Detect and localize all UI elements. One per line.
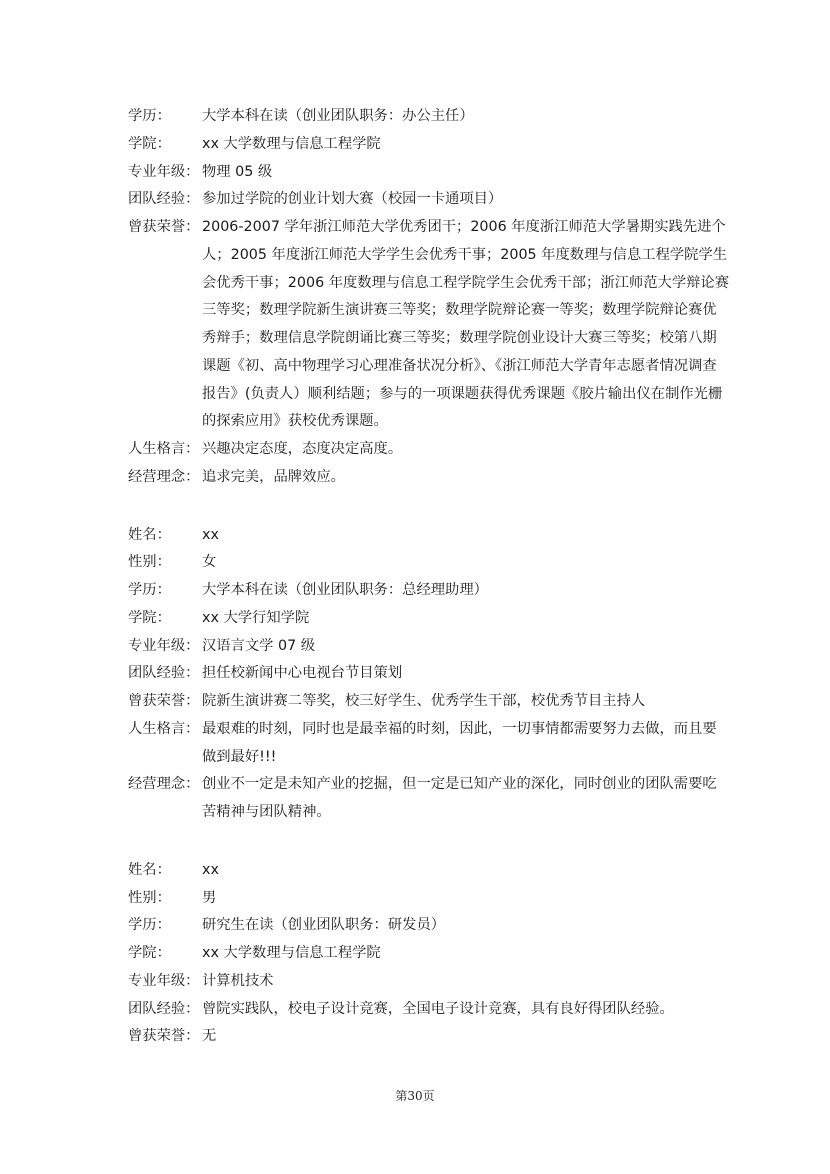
- field-label: 学历：: [128, 917, 171, 934]
- value-line: 曾院实践队，校电子设计竞赛，全国电子设计竞赛，具有良好得团队经验。: [202, 1000, 674, 1017]
- value-line: 担任校新闻中心电视台节目策划: [202, 665, 403, 682]
- profile-field: [128, 577, 743, 605]
- value-line: xx 大学数理与信息工程学院: [202, 135, 381, 152]
- profile-field: [128, 103, 743, 131]
- field-value: [202, 186, 743, 214]
- value-line: 秀辩手；数理信息学院朗诵比赛三等奖；数理学院创业设计大赛三等奖；校第八期: [202, 330, 717, 346]
- value-line: 汉语言文学 07 级: [202, 637, 316, 654]
- field-value: [202, 660, 743, 688]
- section-gap: [128, 827, 743, 857]
- field-label: 曾获荣誉：: [128, 693, 200, 709]
- field-label: 学历：: [128, 108, 171, 124]
- field-value: [202, 633, 743, 661]
- field-label: 专业年级：: [128, 637, 200, 654]
- value-line: 创业不一定是未知产业的挖掘，但一定是已知产业的深化，同时创业的团队需要吃: [202, 776, 717, 793]
- value-line: 女: [202, 554, 217, 571]
- value-line: 计算机技术: [202, 972, 274, 989]
- field-label: 曾获荣誉：: [128, 1028, 200, 1045]
- field-label: 专业年级：: [128, 972, 200, 989]
- field-label: 学历：: [128, 582, 171, 598]
- field-label: 学院：: [128, 609, 171, 626]
- value-line: 会优秀干事；2006 年度数理与信息工程学院学生会优秀干部；浙江师范大学辩论赛: [202, 274, 730, 291]
- value-line: xx 大学行知学院: [202, 609, 310, 626]
- field-value: [202, 103, 743, 131]
- field-value: [202, 522, 743, 550]
- member-profile: [128, 103, 743, 492]
- field-value: [202, 996, 743, 1024]
- value-line: 大学本科在读（创业团队职务：办公主任）: [202, 108, 474, 124]
- value-line: 追求完美，品牌效应。: [202, 468, 345, 485]
- field-value: [202, 131, 743, 159]
- field-label: 性别：: [128, 889, 171, 906]
- field-label: 姓名：: [128, 526, 171, 543]
- member-profile: [128, 522, 743, 827]
- value-line: 的探索应用》获校优秀课题。: [202, 413, 388, 430]
- field-value: [202, 159, 743, 187]
- field-value: [202, 912, 743, 940]
- field-value: [202, 214, 743, 436]
- field-label: 团队经验：: [128, 1000, 200, 1017]
- value-line: 院新生演讲赛二等奖，校三好学生、优秀学生干部，校优秀节目主持人: [202, 693, 646, 709]
- document-body: [128, 103, 743, 1051]
- field-value: [202, 857, 743, 885]
- value-line: 参加过学院的创业计划大赛（校园一卡通项目）: [202, 191, 503, 208]
- profile-field: [128, 549, 743, 577]
- field-label: 人生格言：: [128, 720, 200, 737]
- value-line: 无: [202, 1028, 217, 1045]
- value-line: xx: [202, 526, 219, 543]
- profile-field: [128, 857, 743, 885]
- profile-field: [128, 633, 743, 661]
- value-line: 大学本科在读（创业团队职务：总经理助理）: [202, 582, 488, 598]
- profile-field: [128, 159, 743, 187]
- value-line: 做到最好!!!: [202, 748, 277, 765]
- field-label: 团队经验：: [128, 665, 200, 682]
- field-label: 经营理念：: [128, 468, 200, 485]
- section-gap: [128, 492, 743, 522]
- value-line: 2006-2007 学年浙江师范大学优秀团干；2006 年度浙江师范大学暑期实践先进个: [202, 219, 726, 235]
- value-line: 课题《初、高中物理学习心理准备状况分析》、《浙江师范大学青年志愿者情况调查: [202, 357, 717, 374]
- field-value: [202, 940, 743, 968]
- field-label: 性别：: [128, 554, 171, 571]
- profile-field: [128, 688, 743, 716]
- profile-field: [128, 186, 743, 214]
- field-value: [202, 716, 743, 772]
- profile-field: [128, 996, 743, 1024]
- field-value: [202, 464, 743, 492]
- profile-field: [128, 1023, 743, 1051]
- value-line: xx: [202, 861, 219, 878]
- field-label: 团队经验：: [128, 191, 200, 208]
- field-value: [202, 577, 743, 605]
- field-label: 学院：: [128, 135, 171, 152]
- value-line: 研究生在读（创业团队职务：研发员）: [202, 917, 446, 934]
- page-number: 第30页: [395, 1089, 435, 1103]
- profile-field: [128, 522, 743, 550]
- value-line: 人；2005 年度浙江师范大学学生会优秀干事；2005 年度数理与信息工程学院学生: [202, 246, 728, 263]
- field-label: 学院：: [128, 945, 171, 961]
- field-value: [202, 605, 743, 633]
- profile-field: [128, 940, 743, 968]
- profile-field: [128, 131, 743, 159]
- value-line: xx 大学数理与信息工程学院: [202, 945, 381, 961]
- profile-field: [128, 771, 743, 827]
- field-value: [202, 549, 743, 577]
- profile-field: [128, 605, 743, 633]
- profile-field: [128, 660, 743, 688]
- field-value: [202, 885, 743, 913]
- profile-field: [128, 464, 743, 492]
- value-line: 物理 05 级: [202, 163, 273, 180]
- field-label: 人生格言：: [128, 441, 200, 457]
- value-line: 最艰难的时刻，同时也是最幸福的时刻，因此，一切事情都需要努力去做，而且要: [202, 720, 717, 737]
- value-line: 兴趣决定态度，态度决定高度。: [202, 441, 403, 457]
- value-line: 三等奖；数理学院新生演讲赛三等奖；数理学院辩论赛一等奖；数理学院辩论赛优: [202, 302, 717, 319]
- field-value: [202, 771, 743, 827]
- profile-field: [128, 968, 743, 996]
- profile-field: [128, 716, 743, 772]
- profile-field: [128, 912, 743, 940]
- member-profile: [128, 857, 743, 1051]
- profile-field: [128, 214, 743, 436]
- field-label: 经营理念：: [128, 776, 200, 793]
- field-label: 专业年级：: [128, 163, 200, 180]
- value-line: 报告》(负责人）顺利结题；参与的一项课题获得优秀课题《胶片输出仪在制作光栅: [202, 385, 723, 402]
- value-line: 苦精神与团队精神。: [202, 804, 331, 820]
- field-value: [202, 688, 743, 716]
- field-label: 姓名：: [128, 861, 171, 878]
- profile-field: [128, 436, 743, 464]
- field-value: [202, 436, 743, 464]
- field-value: [202, 1023, 743, 1051]
- value-line: 男: [202, 889, 217, 906]
- field-value: [202, 968, 743, 996]
- field-label: 曾获荣誉：: [128, 219, 200, 235]
- profile-field: [128, 885, 743, 913]
